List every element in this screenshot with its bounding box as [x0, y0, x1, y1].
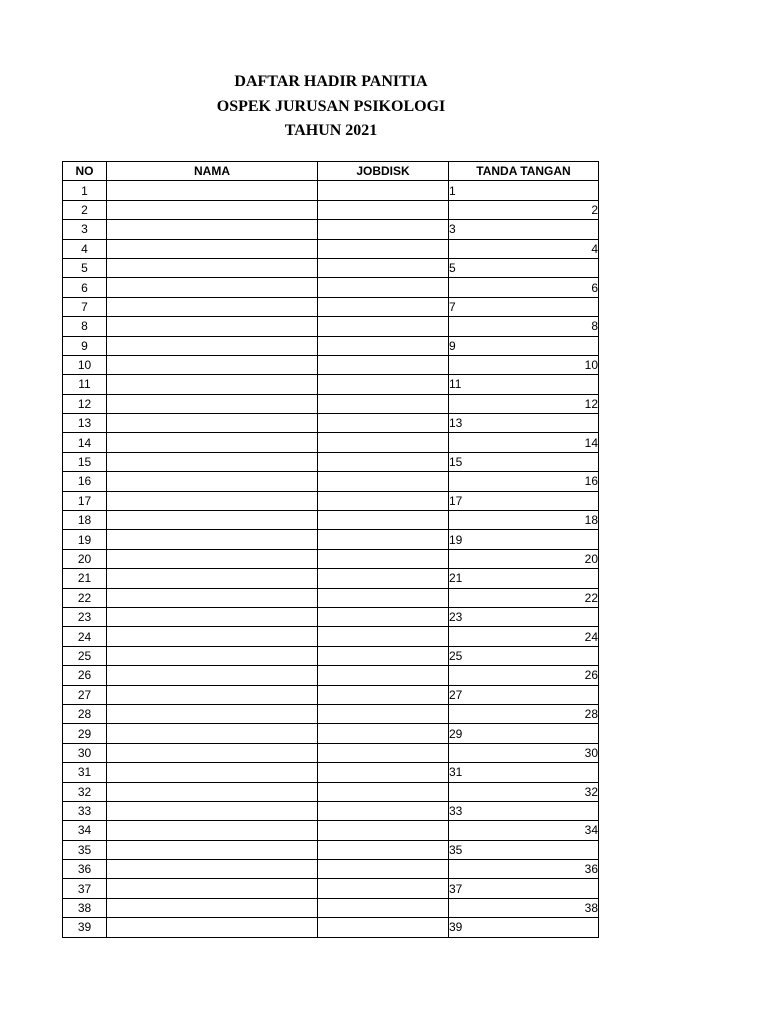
table-row: [63, 898, 599, 917]
row-number: 11: [63, 375, 107, 394]
row-number: 3: [63, 220, 107, 239]
row-number: 22: [63, 588, 107, 607]
table-row: [63, 297, 599, 316]
signature-cell[interactable]: 4: [449, 239, 599, 258]
row-number: 8: [63, 317, 107, 336]
table-row: [63, 704, 599, 723]
row-number: 29: [63, 724, 107, 743]
signature-cell[interactable]: 2: [449, 200, 599, 219]
table-row: [63, 763, 599, 782]
nama-cell[interactable]: [107, 258, 318, 277]
document-title: [0, 70, 662, 144]
row-number: 18: [63, 511, 107, 530]
signature-cell[interactable]: 19: [449, 530, 599, 549]
header-jobdisk: JOBDISK: [318, 162, 449, 181]
jobdisk-cell[interactable]: [318, 375, 449, 394]
table-row: [63, 530, 599, 549]
jobdisk-cell[interactable]: [318, 549, 449, 568]
jobdisk-cell[interactable]: [318, 200, 449, 219]
nama-cell[interactable]: [107, 627, 318, 646]
nama-cell[interactable]: [107, 666, 318, 685]
jobdisk-cell[interactable]: [318, 685, 449, 704]
row-number: 6: [63, 278, 107, 297]
row-number: 15: [63, 452, 107, 471]
jobdisk-cell[interactable]: [318, 801, 449, 820]
row-number: 31: [63, 763, 107, 782]
nama-cell[interactable]: [107, 724, 318, 743]
jobdisk-cell[interactable]: [318, 472, 449, 491]
signature-cell[interactable]: 6: [449, 278, 599, 297]
row-number: 4: [63, 239, 107, 258]
table-row: [63, 414, 599, 433]
row-number: 25: [63, 646, 107, 665]
jobdisk-cell[interactable]: [318, 297, 449, 316]
title-line-3: TAHUN 2021: [284, 122, 378, 139]
jobdisk-cell[interactable]: [318, 355, 449, 374]
row-number: 20: [63, 549, 107, 568]
jobdisk-cell[interactable]: [318, 511, 449, 530]
signature-cell[interactable]: 22: [449, 588, 599, 607]
row-number: 33: [63, 801, 107, 820]
table-row: [63, 627, 599, 646]
header-nama: NAMA: [107, 162, 318, 181]
nama-cell[interactable]: [107, 840, 318, 859]
signature-cell[interactable]: 24: [449, 627, 599, 646]
nama-cell[interactable]: [107, 685, 318, 704]
jobdisk-cell[interactable]: [318, 898, 449, 917]
signature-cell[interactable]: 12: [449, 394, 599, 413]
table-row: [63, 355, 599, 374]
row-number: 9: [63, 336, 107, 355]
table-row: [63, 375, 599, 394]
nama-cell[interactable]: [107, 743, 318, 762]
row-number: 32: [63, 782, 107, 801]
jobdisk-cell[interactable]: [318, 491, 449, 510]
row-number: 34: [63, 821, 107, 840]
nama-cell[interactable]: [107, 239, 318, 258]
jobdisk-cell[interactable]: [318, 433, 449, 452]
table-row: [63, 782, 599, 801]
jobdisk-cell[interactable]: [318, 278, 449, 297]
jobdisk-cell[interactable]: [318, 743, 449, 762]
nama-cell[interactable]: [107, 297, 318, 316]
row-number: 30: [63, 743, 107, 762]
nama-cell[interactable]: [107, 530, 318, 549]
signature-cell[interactable]: 25: [449, 646, 599, 665]
signature-cell[interactable]: 31: [449, 763, 599, 782]
signature-cell[interactable]: 29: [449, 724, 599, 743]
signature-cell[interactable]: 7: [449, 297, 599, 316]
table-row: [63, 433, 599, 452]
nama-cell[interactable]: [107, 646, 318, 665]
nama-cell[interactable]: [107, 355, 318, 374]
jobdisk-cell[interactable]: [318, 336, 449, 355]
row-number: 28: [63, 704, 107, 723]
jobdisk-cell[interactable]: [318, 918, 449, 937]
table-row: [63, 666, 599, 685]
table-row: [63, 821, 599, 840]
table-row: [63, 336, 599, 355]
table-row: [63, 239, 599, 258]
row-number: 7: [63, 297, 107, 316]
jobdisk-cell[interactable]: [318, 704, 449, 723]
table-row: [63, 646, 599, 665]
row-number: 27: [63, 685, 107, 704]
nama-cell[interactable]: [107, 860, 318, 879]
row-number: 10: [63, 355, 107, 374]
signature-cell[interactable]: 21: [449, 569, 599, 588]
signature-cell[interactable]: 33: [449, 801, 599, 820]
nama-cell[interactable]: [107, 336, 318, 355]
jobdisk-cell[interactable]: [318, 181, 449, 200]
nama-cell[interactable]: [107, 801, 318, 820]
signature-cell[interactable]: 17: [449, 491, 599, 510]
nama-cell[interactable]: [107, 414, 318, 433]
table-row: [63, 860, 599, 879]
table-row: [63, 278, 599, 297]
table-row: [63, 220, 599, 239]
signature-cell[interactable]: 15: [449, 452, 599, 471]
header-tanda-tangan: TANDA TANGAN: [449, 162, 599, 181]
jobdisk-cell[interactable]: [318, 220, 449, 239]
row-number: 23: [63, 607, 107, 626]
signature-cell[interactable]: 11: [449, 375, 599, 394]
signature-cell[interactable]: 18: [449, 511, 599, 530]
row-number: 16: [63, 472, 107, 491]
header-no: NO: [63, 162, 107, 181]
row-number: 5: [63, 258, 107, 277]
table-row: [63, 588, 599, 607]
signature-cell[interactable]: 10: [449, 355, 599, 374]
jobdisk-cell[interactable]: [318, 763, 449, 782]
table-row: [63, 801, 599, 820]
signature-cell[interactable]: 5: [449, 258, 599, 277]
nama-cell[interactable]: [107, 452, 318, 471]
row-number: 1: [63, 181, 107, 200]
attendance-table: [62, 161, 599, 938]
table-row: [63, 258, 599, 277]
table-row: [63, 879, 599, 898]
signature-cell[interactable]: 26: [449, 666, 599, 685]
nama-cell[interactable]: [107, 181, 318, 200]
jobdisk-cell[interactable]: [318, 607, 449, 626]
table-header-row: [63, 162, 599, 181]
signature-cell[interactable]: 3: [449, 220, 599, 239]
table-row: [63, 452, 599, 471]
table-row: [63, 549, 599, 568]
nama-cell[interactable]: [107, 375, 318, 394]
row-number: 2: [63, 200, 107, 219]
table-row: [63, 511, 599, 530]
title-line-2: OSPEK JURUSAN PSIKOLOGI: [216, 97, 446, 115]
jobdisk-cell[interactable]: [318, 239, 449, 258]
jobdisk-cell[interactable]: [318, 569, 449, 588]
signature-cell[interactable]: 9: [449, 336, 599, 355]
signature-cell[interactable]: 37: [449, 879, 599, 898]
nama-cell[interactable]: [107, 472, 318, 491]
jobdisk-cell[interactable]: [318, 317, 449, 336]
row-number: 21: [63, 569, 107, 588]
signature-cell[interactable]: 36: [449, 860, 599, 879]
signature-cell[interactable]: 38: [449, 898, 599, 917]
table-body: [63, 181, 599, 937]
nama-cell[interactable]: [107, 433, 318, 452]
table-row: [63, 317, 599, 336]
jobdisk-cell[interactable]: [318, 782, 449, 801]
nama-cell[interactable]: [107, 704, 318, 723]
row-number: 26: [63, 666, 107, 685]
jobdisk-cell[interactable]: [318, 627, 449, 646]
table-row: [63, 607, 599, 626]
nama-cell[interactable]: [107, 549, 318, 568]
title-line-1: DAFTAR HADIR PANITIA: [234, 73, 428, 90]
row-number: 39: [63, 918, 107, 937]
signature-cell[interactable]: 13: [449, 414, 599, 433]
jobdisk-cell[interactable]: [318, 588, 449, 607]
signature-cell[interactable]: 30: [449, 743, 599, 762]
nama-cell[interactable]: [107, 200, 318, 219]
table-row: [63, 200, 599, 219]
table-row: [63, 472, 599, 491]
nama-cell[interactable]: [107, 394, 318, 413]
table-row: [63, 685, 599, 704]
table-row: [63, 181, 599, 200]
table-row: [63, 569, 599, 588]
nama-cell[interactable]: [107, 898, 318, 917]
signature-cell[interactable]: 28: [449, 704, 599, 723]
row-number: 13: [63, 414, 107, 433]
table-row: [63, 918, 599, 937]
jobdisk-cell[interactable]: [318, 821, 449, 840]
jobdisk-cell[interactable]: [318, 394, 449, 413]
signature-cell[interactable]: 39: [449, 918, 599, 937]
jobdisk-cell[interactable]: [318, 646, 449, 665]
row-number: 38: [63, 898, 107, 917]
nama-cell[interactable]: [107, 879, 318, 898]
row-number: 19: [63, 530, 107, 549]
row-number: 37: [63, 879, 107, 898]
row-number: 17: [63, 491, 107, 510]
signature-cell[interactable]: 27: [449, 685, 599, 704]
jobdisk-cell[interactable]: [318, 840, 449, 859]
jobdisk-cell[interactable]: [318, 530, 449, 549]
jobdisk-cell[interactable]: [318, 879, 449, 898]
nama-cell[interactable]: [107, 278, 318, 297]
signature-cell[interactable]: 14: [449, 433, 599, 452]
row-number: 24: [63, 627, 107, 646]
signature-cell[interactable]: 8: [449, 317, 599, 336]
signature-cell[interactable]: 1: [449, 181, 599, 200]
nama-cell[interactable]: [107, 763, 318, 782]
row-number: 14: [63, 433, 107, 452]
nama-cell[interactable]: [107, 607, 318, 626]
jobdisk-cell[interactable]: [318, 860, 449, 879]
jobdisk-cell[interactable]: [318, 724, 449, 743]
table-row: [63, 491, 599, 510]
row-number: 12: [63, 394, 107, 413]
signature-cell[interactable]: 23: [449, 607, 599, 626]
row-number: 35: [63, 840, 107, 859]
row-number: 36: [63, 860, 107, 879]
nama-cell[interactable]: [107, 588, 318, 607]
table-row: [63, 724, 599, 743]
table-row: [63, 743, 599, 762]
nama-cell[interactable]: [107, 782, 318, 801]
jobdisk-cell[interactable]: [318, 452, 449, 471]
nama-cell[interactable]: [107, 317, 318, 336]
signature-cell[interactable]: 20: [449, 549, 599, 568]
nama-cell[interactable]: [107, 491, 318, 510]
signature-cell[interactable]: 35: [449, 840, 599, 859]
nama-cell[interactable]: [107, 511, 318, 530]
nama-cell[interactable]: [107, 821, 318, 840]
nama-cell[interactable]: [107, 918, 318, 937]
table-row: [63, 394, 599, 413]
signature-cell[interactable]: 32: [449, 782, 599, 801]
table-row: [63, 840, 599, 859]
nama-cell[interactable]: [107, 569, 318, 588]
jobdisk-cell[interactable]: [318, 258, 449, 277]
signature-cell[interactable]: 16: [449, 472, 599, 491]
jobdisk-cell[interactable]: [318, 666, 449, 685]
jobdisk-cell[interactable]: [318, 414, 449, 433]
nama-cell[interactable]: [107, 220, 318, 239]
signature-cell[interactable]: 34: [449, 821, 599, 840]
